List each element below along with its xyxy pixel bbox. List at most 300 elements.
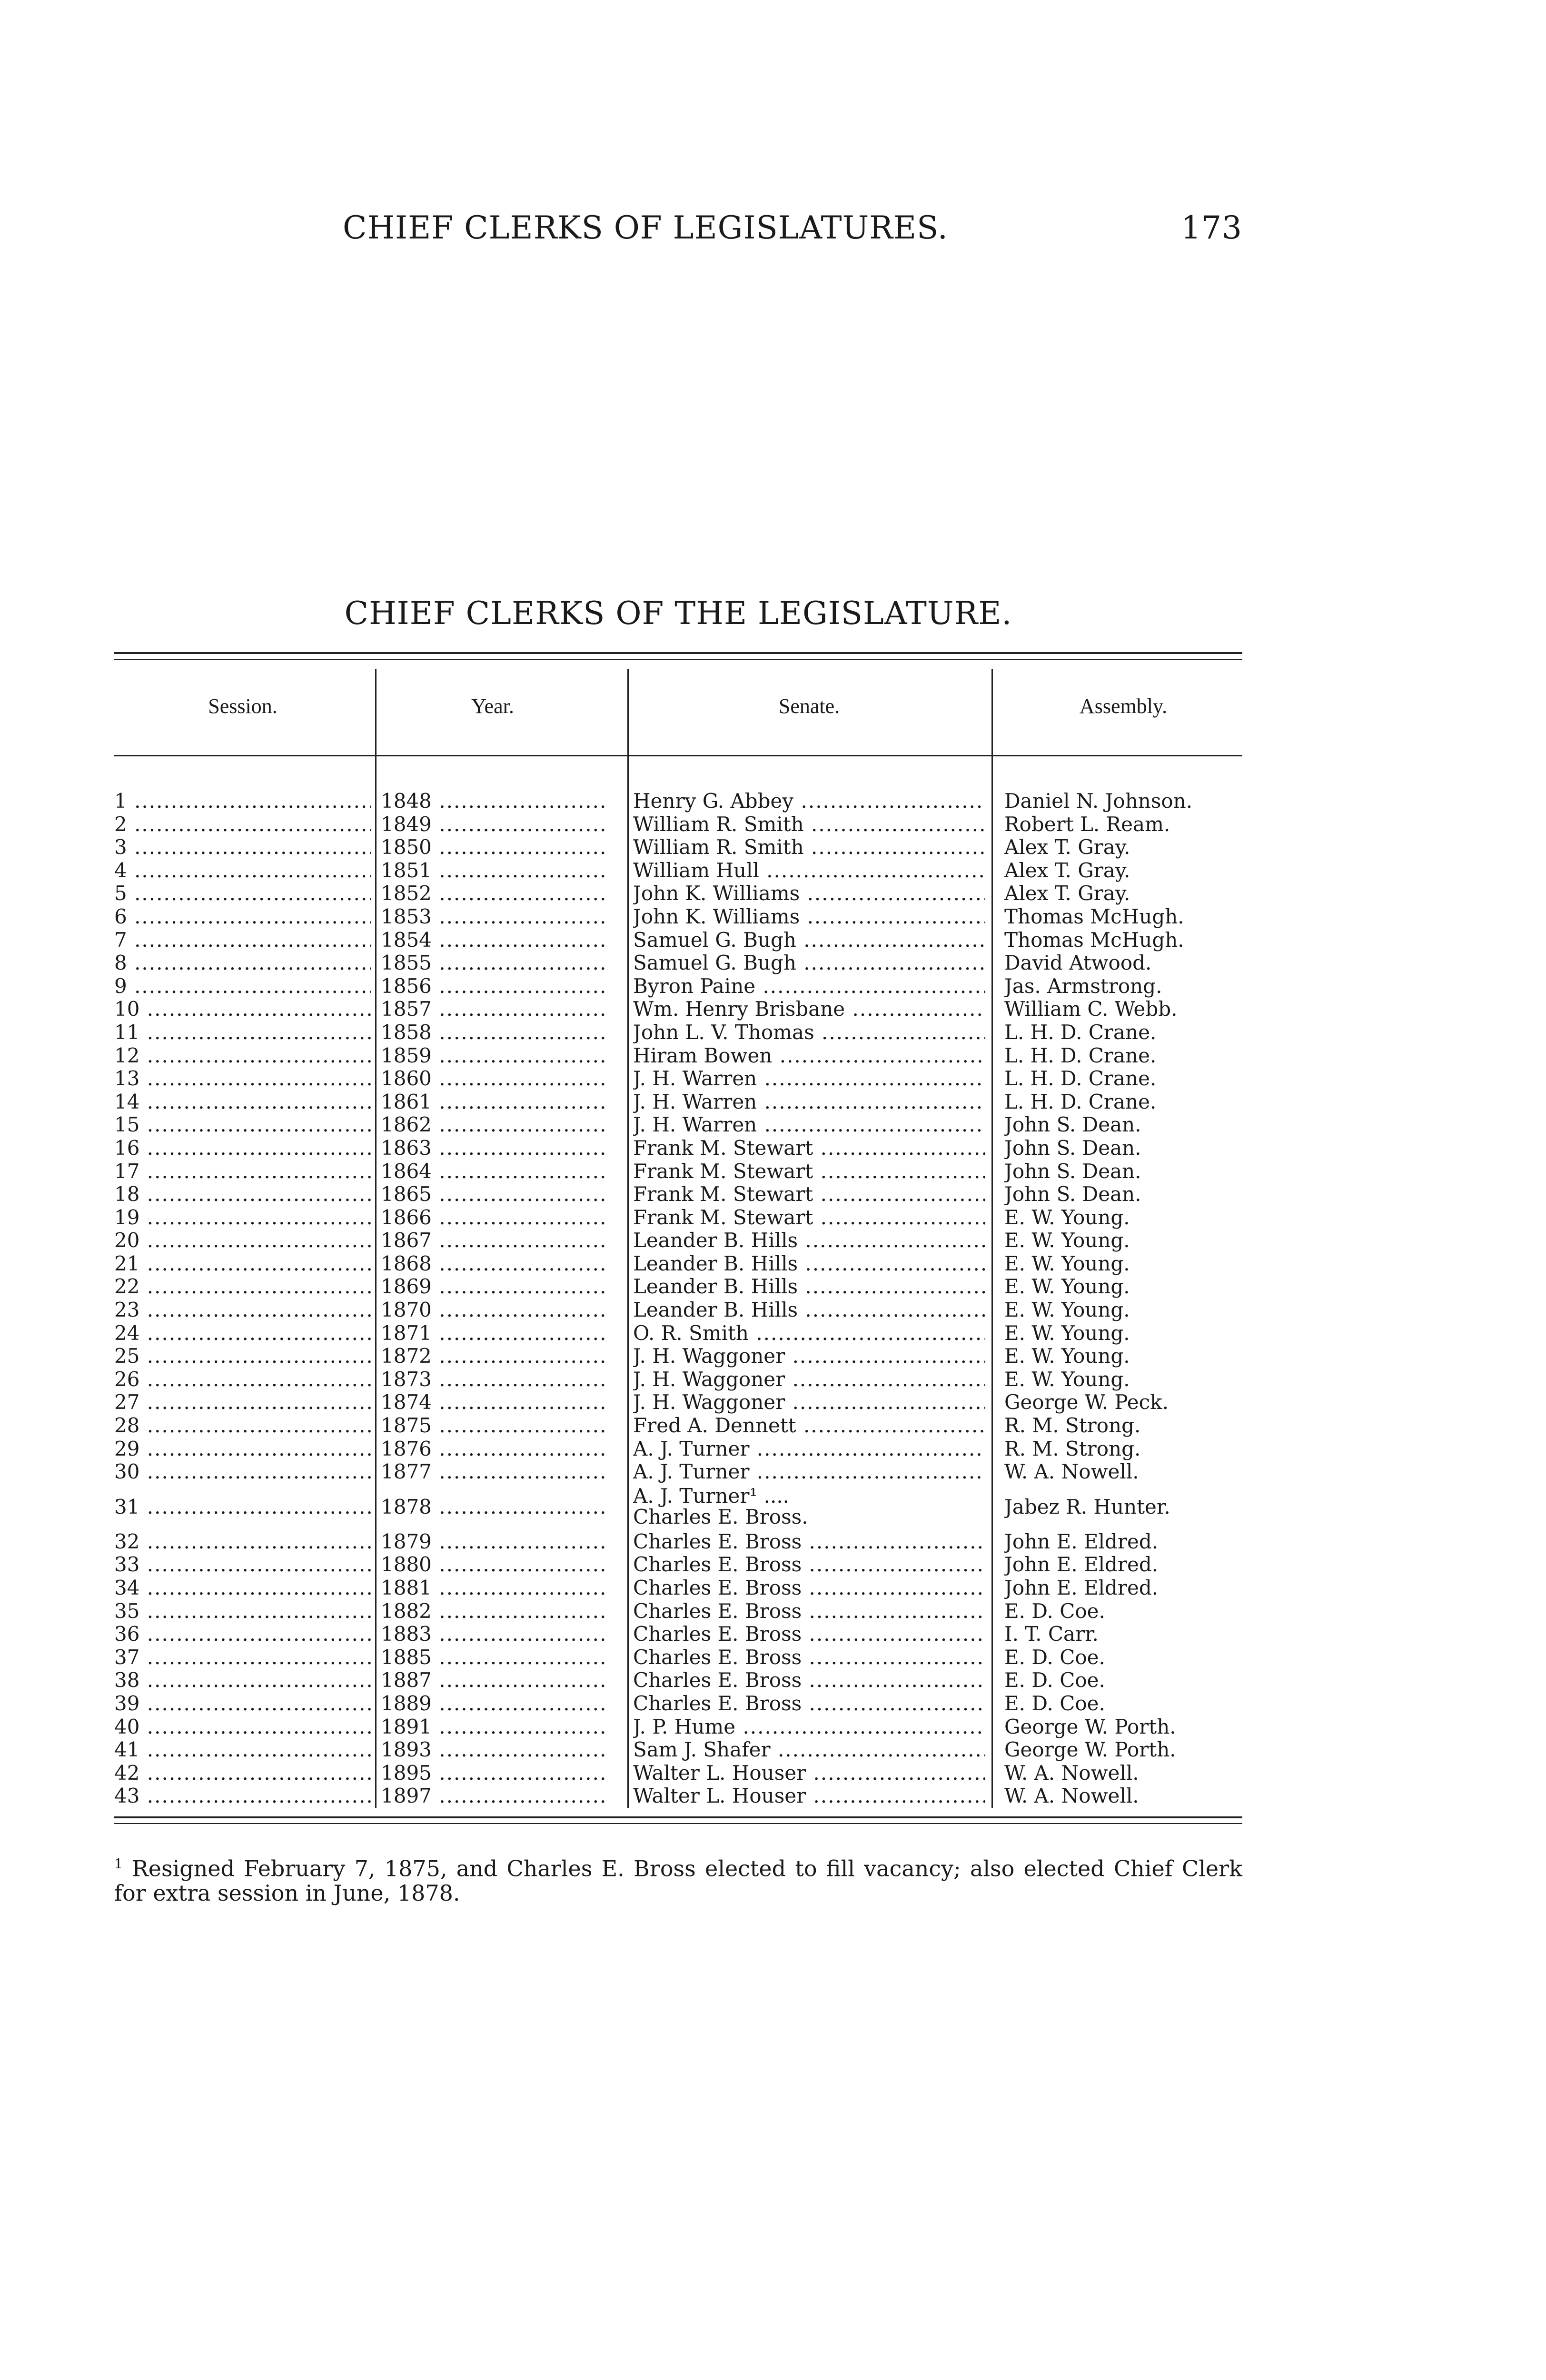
year-cell: 1861 ..... <box>381 1091 605 1114</box>
col-divider <box>627 1299 629 1322</box>
col-divider <box>375 1414 377 1438</box>
col-divider <box>991 836 993 859</box>
assembly-cell: Daniel N. Johnson. <box>1004 790 1193 813</box>
table-row <box>114 1716 1242 1739</box>
col-divider <box>375 859 377 883</box>
table-row <box>114 1137 1242 1160</box>
session-cell: 30 ..... <box>114 1460 371 1484</box>
assembly-cell: Thomas McHugh. <box>1004 928 1184 952</box>
table-row <box>114 1577 1242 1600</box>
col-divider <box>991 1600 993 1623</box>
col-divider <box>627 1785 629 1808</box>
senate-cell: Hiram Bowen ..... <box>633 1044 985 1068</box>
senate-cell: Charles E. Bross ..... <box>633 1530 985 1554</box>
table-row <box>114 1160 1242 1183</box>
table-row <box>114 1762 1242 1785</box>
senate-cell: Charles E. Bross ..... <box>633 1600 985 1623</box>
col-divider <box>627 1160 629 1183</box>
senate-cell: Walter L. Houser ..... <box>633 1762 985 1785</box>
table-row <box>114 1067 1242 1091</box>
col-divider <box>991 1113 993 1137</box>
session-cell: 43 ..... <box>114 1785 371 1808</box>
senate-cell: Henry G. Abbey ..... <box>633 790 985 813</box>
year-cell: 1852 ..... <box>381 882 605 905</box>
col-divider <box>991 1577 993 1600</box>
session-cell: 7 ..... <box>114 929 371 952</box>
col-divider <box>627 1669 629 1692</box>
table-row <box>114 952 1242 975</box>
col-divider <box>991 1137 993 1160</box>
col-divider <box>375 1160 377 1183</box>
senate-cell: Charles E. Bross ..... <box>633 1623 985 1646</box>
col-divider <box>627 1206 629 1230</box>
col-divider <box>991 1044 993 1068</box>
assembly-cell: David Atwood. <box>1004 952 1152 975</box>
col-divider <box>375 975 377 998</box>
senate-cell: J. P. Hume ..... <box>633 1716 985 1739</box>
session-cell: 16 ..... <box>114 1137 371 1160</box>
table-row <box>114 1692 1242 1716</box>
session-cell: 22 ..... <box>114 1275 371 1299</box>
col-divider <box>627 756 629 790</box>
senate-cell: William R. Smith ..... <box>633 813 985 836</box>
col-divider <box>991 952 993 975</box>
year-cell: 1869 ..... <box>381 1275 605 1299</box>
assembly-cell: John E. Eldred. <box>1004 1553 1159 1577</box>
col-divider <box>627 813 629 836</box>
year-cell: 1854 ..... <box>381 929 605 952</box>
session-cell: 11 ..... <box>114 1021 371 1044</box>
year-cell: 1891 ..... <box>381 1716 605 1739</box>
col-divider <box>375 1692 377 1716</box>
table-title: CHIEF CLERKS OF THE LEGISLATURE. <box>344 595 1012 632</box>
col-divider <box>627 669 629 755</box>
senate-cell: Byron Paine ..... <box>633 975 985 998</box>
running-title: CHIEF CLERKS OF LEGISLATURES. <box>343 209 948 246</box>
col-divider <box>375 1368 377 1391</box>
col-divider <box>627 905 629 929</box>
col-divider <box>991 1345 993 1368</box>
table-row <box>114 1669 1242 1692</box>
assembly-cell: George W. Porth. <box>1004 1738 1176 1762</box>
year-cell: 1878 ..... <box>381 1484 605 1530</box>
col-divider <box>375 1646 377 1669</box>
senate-cell: Charles E. Bross ..... <box>633 1553 985 1577</box>
year-cell: 1873 ..... <box>381 1368 605 1391</box>
col-divider <box>991 813 993 836</box>
year-cell: 1880 ..... <box>381 1553 605 1577</box>
assembly-cell: I. T. Carr. <box>1004 1623 1099 1646</box>
table-row <box>114 1252 1242 1276</box>
senate-cell: Walter L. Houser ..... <box>633 1785 985 1808</box>
col-divider <box>991 1322 993 1345</box>
col-divider <box>375 1183 377 1206</box>
col-divider <box>991 1484 993 1530</box>
table-row <box>114 1345 1242 1368</box>
session-cell: 21 ..... <box>114 1252 371 1276</box>
table-row <box>114 836 1242 859</box>
col-divider <box>375 1044 377 1068</box>
col-divider <box>375 1021 377 1044</box>
senate-cell: Sam J. Shafer ..... <box>633 1738 985 1762</box>
col-divider <box>991 1623 993 1646</box>
year-cell: 1862 ..... <box>381 1113 605 1137</box>
col-divider <box>627 998 629 1021</box>
session-cell: 40 ..... <box>114 1716 371 1739</box>
table-row <box>114 1113 1242 1137</box>
col-divider <box>627 1414 629 1438</box>
col-divider <box>991 1206 993 1230</box>
assembly-cell: E. W. Young. <box>1004 1206 1130 1229</box>
col-divider <box>627 1646 629 1669</box>
senate-cell: Leander B. Hills ..... <box>633 1275 985 1299</box>
table-row <box>114 1368 1242 1391</box>
session-cell: 33 ..... <box>114 1553 371 1577</box>
senate-cell: Charles E. Bross ..... <box>633 1646 985 1669</box>
session-cell: 6 ..... <box>114 905 371 929</box>
col-divider <box>375 998 377 1021</box>
assembly-cell: E. W. Young. <box>1004 1299 1130 1322</box>
table-row <box>114 1322 1242 1345</box>
year-cell: 1874 ..... <box>381 1391 605 1414</box>
assembly-cell: George W. Porth. <box>1004 1715 1176 1738</box>
assembly-cell: E. W. Young. <box>1004 1229 1130 1252</box>
year-cell: 1857 ..... <box>381 998 605 1021</box>
col-divider <box>375 1137 377 1160</box>
table-body <box>114 790 1242 1808</box>
senate-cell: Frank M. Stewart ..... <box>633 1160 985 1183</box>
year-cell: 1865 ..... <box>381 1183 605 1206</box>
session-cell: 25 ..... <box>114 1345 371 1368</box>
col-divider <box>375 1785 377 1808</box>
col-divider <box>627 1391 629 1414</box>
assembly-cell: E. D. Coe. <box>1004 1646 1105 1669</box>
col-divider <box>627 859 629 883</box>
page-number: 173 <box>1181 209 1242 246</box>
assembly-cell: E. W. Young. <box>1004 1321 1130 1345</box>
col-divider <box>991 929 993 952</box>
session-cell: 27 ..... <box>114 1391 371 1414</box>
table-row <box>114 1183 1242 1206</box>
table-row <box>114 1623 1242 1646</box>
col-divider <box>991 1438 993 1461</box>
year-cell: 1859 ..... <box>381 1044 605 1068</box>
senate-cell: Charles E. Bross ..... <box>633 1577 985 1600</box>
year-cell: 1871 ..... <box>381 1322 605 1345</box>
col-divider <box>991 1414 993 1438</box>
col-divider <box>375 790 377 813</box>
session-cell: 14 ..... <box>114 1091 371 1114</box>
session-cell: 24 ..... <box>114 1322 371 1345</box>
col-divider <box>991 1252 993 1276</box>
session-cell: 10 ..... <box>114 998 371 1021</box>
session-cell: 36 ..... <box>114 1623 371 1646</box>
year-cell: 1850 ..... <box>381 836 605 859</box>
assembly-cell: W. A. Nowell. <box>1004 1761 1139 1785</box>
col-divider <box>627 1252 629 1276</box>
assembly-cell: L. H. D. Crane. <box>1004 1021 1157 1044</box>
col-divider <box>991 1091 993 1114</box>
senate-cell: Charles E. Bross ..... <box>633 1669 985 1692</box>
col-divider <box>375 1275 377 1299</box>
col-divider <box>627 1183 629 1206</box>
col-divider <box>627 1577 629 1600</box>
assembly-cell: L. H. D. Crane. <box>1004 1044 1157 1067</box>
senate-cell: Charles E. Bross ..... <box>633 1692 985 1716</box>
year-cell: 1860 ..... <box>381 1067 605 1091</box>
assembly-cell: R. M. Strong. <box>1004 1437 1141 1460</box>
senate-cell: Samuel G. Bugh ..... <box>633 929 985 952</box>
session-cell: 37 ..... <box>114 1646 371 1669</box>
table-row <box>114 1785 1242 1808</box>
col-divider <box>627 975 629 998</box>
footnote <box>114 1852 1242 1905</box>
year-cell: 1887 ..... <box>381 1669 605 1692</box>
table-row <box>114 1646 1242 1669</box>
year-cell: 1882 ..... <box>381 1600 605 1623</box>
col-divider <box>375 952 377 975</box>
col-divider <box>375 1438 377 1461</box>
senate-cell: Frank M. Stewart ..... <box>633 1183 985 1206</box>
year-cell: 1849 ..... <box>381 813 605 836</box>
col-divider <box>627 790 629 813</box>
col-divider <box>375 1738 377 1762</box>
year-cell: 1876 ..... <box>381 1438 605 1461</box>
table-header <box>114 660 1242 755</box>
col-divider <box>375 882 377 905</box>
year-cell: 1885 ..... <box>381 1646 605 1669</box>
senate-cell: O. R. Smith ..... <box>633 1322 985 1345</box>
col-divider <box>375 905 377 929</box>
senate-cell: William Hull ..... <box>633 859 985 883</box>
table-row <box>114 1229 1242 1252</box>
col-divider <box>375 756 377 790</box>
col-divider <box>627 1067 629 1091</box>
table-row <box>114 1553 1242 1577</box>
table-row <box>114 1044 1242 1068</box>
assembly-cell: George W. Peck. <box>1004 1391 1169 1414</box>
col-divider <box>991 1530 993 1554</box>
col-divider <box>627 1738 629 1762</box>
col-divider <box>991 1275 993 1299</box>
col-divider <box>375 1345 377 1368</box>
session-cell: 41 ..... <box>114 1738 371 1762</box>
senate-cell: J. H. Warren ..... <box>633 1091 985 1114</box>
assembly-cell: E. W. Young. <box>1004 1368 1130 1391</box>
assembly-cell: E. W. Young. <box>1004 1252 1130 1275</box>
assembly-cell: William C. Webb. <box>1004 998 1178 1021</box>
session-cell: 9 ..... <box>114 975 371 998</box>
col-divider <box>627 1368 629 1391</box>
col-divider <box>991 859 993 883</box>
senate-cell: Fred A. Dennett ..... <box>633 1414 985 1438</box>
table-row <box>114 929 1242 952</box>
col-divider <box>627 1275 629 1299</box>
session-cell: 15 ..... <box>114 1113 371 1137</box>
col-divider <box>375 1322 377 1345</box>
assembly-cell: E. W. Young. <box>1004 1345 1130 1368</box>
year-cell: 1872 ..... <box>381 1345 605 1368</box>
col-divider <box>991 1762 993 1785</box>
col-divider <box>991 1229 993 1252</box>
session-cell: 1 ..... <box>114 790 371 813</box>
col-divider <box>991 1692 993 1716</box>
table-row <box>114 905 1242 929</box>
session-cell: 13 ..... <box>114 1067 371 1091</box>
col-divider <box>991 1368 993 1391</box>
assembly-cell: E. W. Young. <box>1004 1275 1130 1299</box>
year-cell: 1883 ..... <box>381 1623 605 1646</box>
table-row <box>114 1206 1242 1230</box>
session-cell: 5 ..... <box>114 882 371 905</box>
table-row <box>114 1275 1242 1299</box>
table-row <box>114 998 1242 1021</box>
assembly-cell: L. H. D. Crane. <box>1004 1067 1157 1091</box>
table-row <box>114 1438 1242 1461</box>
session-cell: 38 ..... <box>114 1669 371 1692</box>
senate-cell: William R. Smith ..... <box>633 836 985 859</box>
col-divider <box>375 1299 377 1322</box>
senate-cell: J. H. Waggoner ..... <box>633 1345 985 1368</box>
col-divider <box>375 1600 377 1623</box>
senate-cell: John K. Williams ..... <box>633 905 985 929</box>
session-cell: 2 ..... <box>114 813 371 836</box>
senate-cell: A. J. Turner ..... <box>633 1460 985 1484</box>
year-cell: 1853 ..... <box>381 905 605 929</box>
col-divider <box>627 1692 629 1716</box>
session-cell: 34 ..... <box>114 1577 371 1600</box>
senate-line: Charles E. Bross. <box>633 1505 808 1527</box>
col-divider <box>375 1067 377 1091</box>
col-divider <box>991 975 993 998</box>
year-cell: 1879 ..... <box>381 1530 605 1554</box>
table-row <box>114 1391 1242 1414</box>
senate-cell <box>633 1484 985 1527</box>
col-divider <box>375 1762 377 1785</box>
col-divider <box>375 1484 377 1530</box>
assembly-cell: John E. Eldred. <box>1004 1530 1159 1553</box>
table-row <box>114 1600 1242 1623</box>
session-cell: 32 ..... <box>114 1530 371 1554</box>
session-cell: 4 ..... <box>114 859 371 883</box>
session-cell: 39 ..... <box>114 1692 371 1716</box>
session-cell: 28 ..... <box>114 1414 371 1438</box>
col-divider <box>991 1785 993 1808</box>
col-divider <box>991 1646 993 1669</box>
clerks-table <box>114 652 1242 1824</box>
col-divider <box>627 1530 629 1554</box>
col-divider <box>375 813 377 836</box>
senate-cell: Wm. Henry Brisbane ..... <box>633 998 985 1021</box>
year-cell: 1875 ..... <box>381 1414 605 1438</box>
col-divider <box>991 998 993 1021</box>
assembly-cell: E. D. Coe. <box>1004 1599 1105 1623</box>
senate-cell: Frank M. Stewart ..... <box>633 1137 985 1160</box>
col-divider <box>991 882 993 905</box>
table-bottom-rule <box>114 1816 1242 1824</box>
senate-cell: J. H. Warren ..... <box>633 1067 985 1091</box>
year-cell: 1863 ..... <box>381 1137 605 1160</box>
assembly-cell: Alex T. Gray. <box>1004 859 1130 882</box>
session-cell: 17 ..... <box>114 1160 371 1183</box>
senate-cell: J. H. Warren ..... <box>633 1113 985 1137</box>
senate-cell: A. J. Turner ..... <box>633 1438 985 1461</box>
year-cell: 1851 ..... <box>381 859 605 883</box>
session-cell: 42 ..... <box>114 1762 371 1785</box>
col-divider <box>627 1460 629 1484</box>
col-divider <box>991 1669 993 1692</box>
session-cell: 20 ..... <box>114 1229 371 1252</box>
senate-cell: J. H. Waggoner ..... <box>633 1391 985 1414</box>
senate-cell: Leander B. Hills ..... <box>633 1229 985 1252</box>
col-divider <box>627 1229 629 1252</box>
col-divider <box>991 669 993 755</box>
table-row <box>114 790 1242 813</box>
table-row <box>114 882 1242 905</box>
assembly-cell: L. H. D. Crane. <box>1004 1090 1157 1113</box>
col-head-assembly: Assembly. <box>1079 694 1168 718</box>
table-top-rule <box>114 652 1242 660</box>
col-divider <box>991 1160 993 1183</box>
session-cell: 31 ..... <box>114 1484 371 1530</box>
assembly-cell: E. D. Coe. <box>1004 1669 1105 1692</box>
col-divider <box>627 952 629 975</box>
footnote-marker: 1 <box>114 1856 123 1872</box>
year-cell: 1870 ..... <box>381 1299 605 1322</box>
col-divider <box>627 1021 629 1044</box>
col-divider <box>375 1206 377 1230</box>
table-row <box>114 1530 1242 1554</box>
col-divider <box>991 1067 993 1091</box>
col-divider <box>627 1623 629 1646</box>
senate-cell: J. H. Waggoner ..... <box>633 1368 985 1391</box>
year-cell: 1897 ..... <box>381 1785 605 1808</box>
col-divider <box>991 1299 993 1322</box>
col-head-year: Year. <box>471 694 514 718</box>
table-row <box>114 1484 1242 1530</box>
assembly-cell: John E. Eldred. <box>1004 1577 1159 1599</box>
assembly-cell: John S. Dean. <box>1004 1136 1141 1160</box>
col-divider <box>627 1716 629 1739</box>
col-divider <box>627 836 629 859</box>
table-row <box>114 1021 1242 1044</box>
col-divider <box>627 929 629 952</box>
col-divider <box>375 836 377 859</box>
table-row <box>114 813 1242 836</box>
col-divider <box>991 1460 993 1484</box>
col-divider <box>375 1113 377 1137</box>
assembly-cell: W. A. Nowell. <box>1004 1785 1139 1808</box>
year-cell: 1866 ..... <box>381 1206 605 1230</box>
year-cell: 1864 ..... <box>381 1160 605 1183</box>
table-row <box>114 975 1242 998</box>
col-divider <box>627 1484 629 1530</box>
table-row <box>114 1738 1242 1762</box>
assembly-cell: Jabez R. Hunter. <box>1004 1495 1170 1518</box>
assembly-cell: Robert L. Ream. <box>1004 813 1170 836</box>
col-divider <box>627 1762 629 1785</box>
assembly-cell: John S. Dean. <box>1004 1113 1141 1137</box>
col-divider <box>375 1391 377 1414</box>
session-cell: 18 ..... <box>114 1183 371 1206</box>
senate-cell: Frank M. Stewart ..... <box>633 1206 985 1230</box>
col-divider <box>991 1553 993 1577</box>
col-divider <box>627 882 629 905</box>
session-cell: 23 ..... <box>114 1299 371 1322</box>
col-divider <box>375 1460 377 1484</box>
assembly-cell: Jas. Armstrong. <box>1004 974 1162 998</box>
col-divider <box>991 1391 993 1414</box>
